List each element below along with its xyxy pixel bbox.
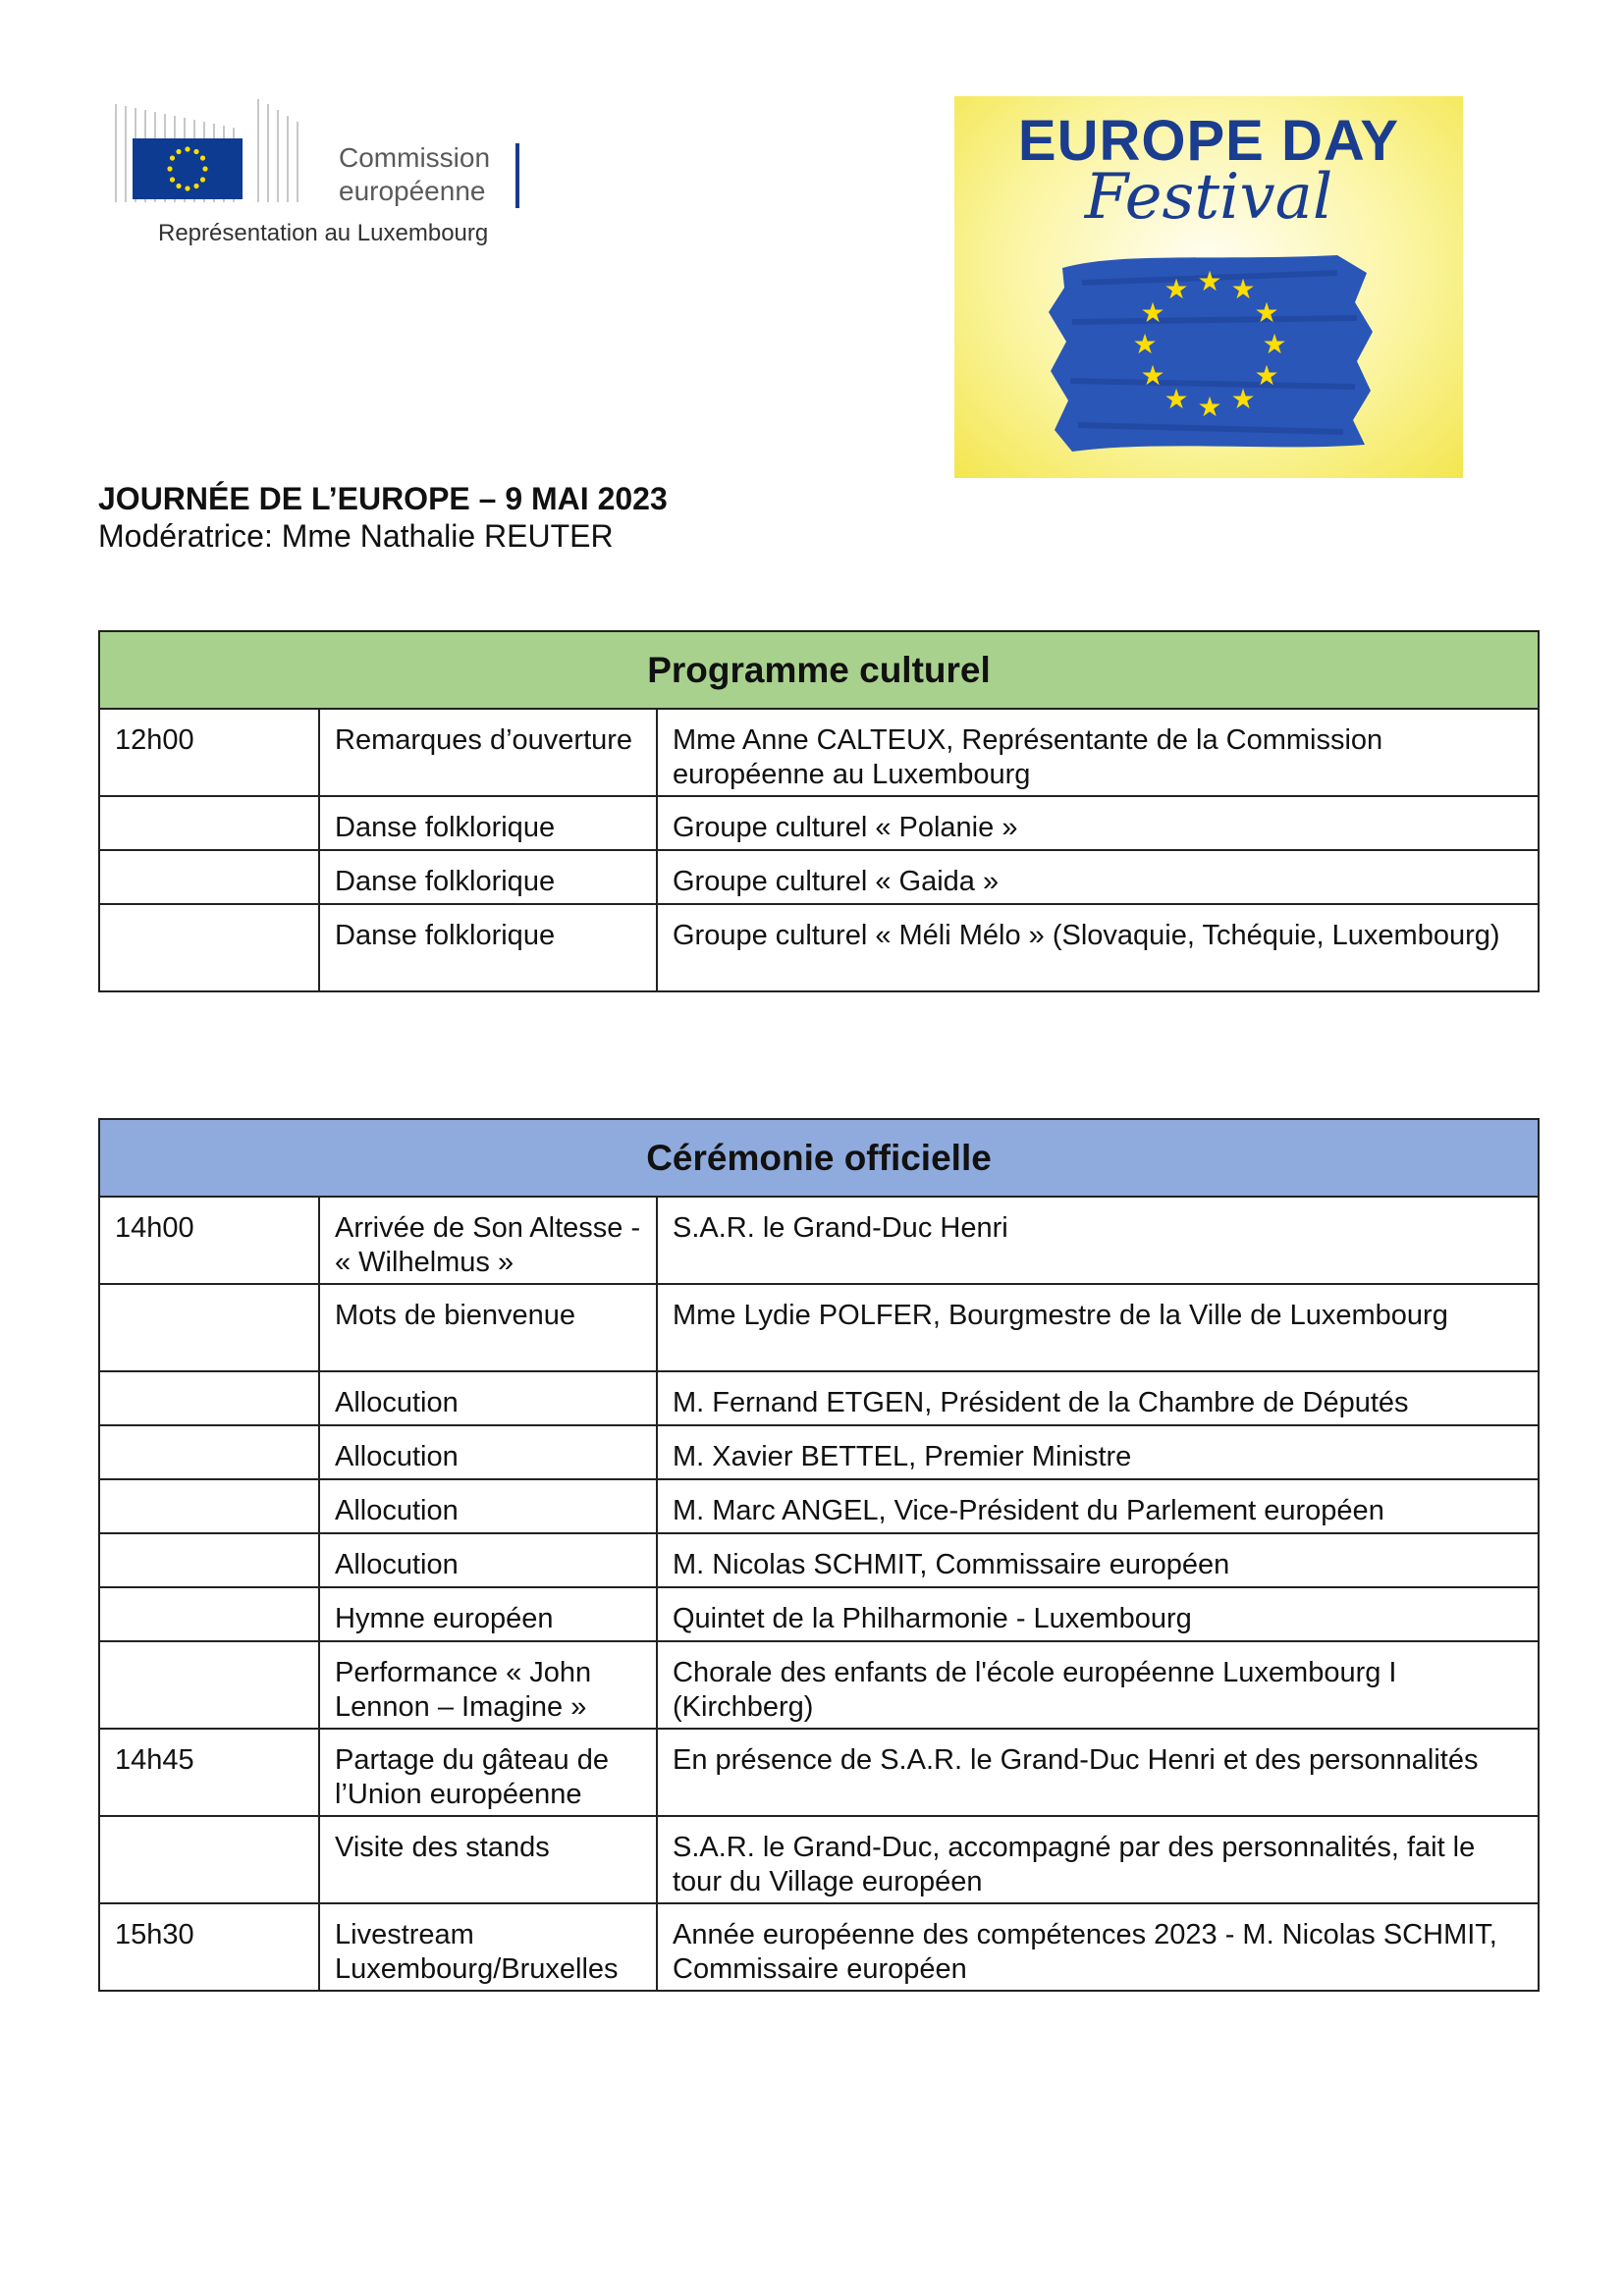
moderator-line: Modératrice: Mme Nathalie REUTER: [98, 518, 614, 554]
table-row: [99, 1197, 1539, 1284]
svg-text:★: ★: [1164, 273, 1189, 305]
time-cell: [99, 1425, 319, 1479]
table-row: [99, 709, 1539, 796]
table-row: [99, 850, 1539, 904]
svg-text:★: ★: [1230, 383, 1256, 415]
ceremonie-officielle-table: [98, 1118, 1540, 1992]
commission-line2: européenne: [339, 176, 486, 206]
table-row: [99, 796, 1539, 850]
item-cell: Remarques d’ouverture: [319, 709, 657, 796]
who-cell: M. Fernand ETGEN, Président de la Chambre de Députés: [657, 1371, 1539, 1425]
who-cell: Mme Lydie POLFER, Bourgmestre de la Ville de Luxembourg: [657, 1284, 1539, 1371]
who-cell: En présence de S.A.R. le Grand-Duc Henri et des personnalités: [657, 1729, 1539, 1816]
time-cell: [99, 1816, 319, 1903]
svg-text:★: ★: [1230, 273, 1256, 305]
time-cell: [99, 796, 319, 850]
item-cell: Mots de bienvenue: [319, 1284, 657, 1371]
item-cell: Allocution: [319, 1479, 657, 1533]
time-cell: [99, 1641, 319, 1729]
table-row: [99, 1587, 1539, 1641]
time-cell: [99, 904, 319, 991]
who-cell: Mme Anne CALTEUX, Représentante de la Commission européenne au Luxembourg: [657, 709, 1539, 796]
svg-text:★: ★: [1254, 296, 1279, 329]
who-cell: Quintet de la Philharmonie - Luxembourg: [657, 1587, 1539, 1641]
representation-label: Représentation au Luxembourg: [158, 220, 489, 246]
who-cell: Groupe culturel « Gaida »: [657, 850, 1539, 904]
time-cell: 15h30: [99, 1903, 319, 1991]
table-row: [99, 1284, 1539, 1371]
item-cell: Danse folklorique: [319, 796, 657, 850]
commission-line1: Commission: [339, 142, 491, 173]
festival-subtitle: Festival: [1084, 161, 1333, 234]
item-cell: Partage du gâteau de l’Union européenne: [319, 1729, 657, 1816]
table-row: [99, 1371, 1539, 1425]
svg-text:★: ★: [1140, 296, 1165, 329]
table-row: [99, 1729, 1539, 1816]
item-cell: Danse folklorique: [319, 850, 657, 904]
table-row: [99, 1533, 1539, 1587]
table-row: [99, 1425, 1539, 1479]
who-cell: S.A.R. le Grand-Duc Henri: [657, 1197, 1539, 1284]
who-cell: Groupe culturel « Polanie »: [657, 796, 1539, 850]
time-cell: [99, 1479, 319, 1533]
time-cell: [99, 1587, 319, 1641]
item-cell: Allocution: [319, 1371, 657, 1425]
item-cell: Livestream Luxembourg/Bruxelles: [319, 1903, 657, 1991]
item-cell: Performance « John Lennon – Imagine »: [319, 1641, 657, 1729]
time-cell: 14h45: [99, 1729, 319, 1816]
commission-logo: [111, 94, 533, 261]
item-cell: Hymne européen: [319, 1587, 657, 1641]
time-cell: 12h00: [99, 709, 319, 796]
who-cell: S.A.R. le Grand-Duc, accompagné par des personnalités, fait le tour du Village européen: [657, 1816, 1539, 1903]
table-heading-row: [99, 631, 1539, 709]
item-cell: Allocution: [319, 1425, 657, 1479]
eu-flag-brush-icon: [1043, 243, 1377, 459]
time-cell: [99, 1284, 319, 1371]
svg-text:★: ★: [1197, 391, 1222, 423]
table-heading: Cérémonie officielle: [99, 1119, 1539, 1197]
item-cell: Danse folklorique: [319, 904, 657, 991]
item-cell: Arrivée de Son Altesse - « Wilhelmus »: [319, 1197, 657, 1284]
svg-text:★: ★: [1254, 359, 1279, 392]
logo-divider: [515, 143, 519, 208]
europe-day-festival-logo: [954, 96, 1463, 478]
item-cell: Allocution: [319, 1533, 657, 1587]
table-row: [99, 1903, 1539, 1991]
svg-text:★: ★: [1132, 328, 1158, 360]
festival-title: EUROPE DAY: [1017, 109, 1400, 173]
svg-text:★: ★: [1140, 359, 1165, 392]
time-cell: 14h00: [99, 1197, 319, 1284]
time-cell: [99, 850, 319, 904]
who-cell: Année européenne des compétences 2023 - M. Nicolas SCHMIT, Commissaire européen: [657, 1903, 1539, 1991]
svg-text:★: ★: [1262, 328, 1287, 360]
time-cell: [99, 1533, 319, 1587]
svg-text:★: ★: [1164, 383, 1189, 415]
table-row: [99, 1641, 1539, 1729]
who-cell: Groupe culturel « Méli Mélo » (Slovaquie, Tchéquie, Luxembourg): [657, 904, 1539, 991]
who-cell: M. Marc ANGEL, Vice-Président du Parlement européen: [657, 1479, 1539, 1533]
table-row: [99, 1816, 1539, 1903]
svg-text:★: ★: [1197, 265, 1222, 297]
commission-name: [339, 141, 490, 208]
table-heading: Programme culturel: [99, 631, 1539, 709]
table-row: [99, 904, 1539, 991]
who-cell: M. Xavier BETTEL, Premier Ministre: [657, 1425, 1539, 1479]
document-title: JOURNÉE DE L’EUROPE – 9 MAI 2023: [98, 481, 668, 516]
eu-flag-small: [133, 138, 243, 199]
table-heading-row: [99, 1119, 1539, 1197]
programme-culturel-table: [98, 630, 1540, 992]
who-cell: Chorale des enfants de l'école européenne Luxembourg I (Kirchberg): [657, 1641, 1539, 1729]
time-cell: [99, 1371, 319, 1425]
table-row: [99, 1479, 1539, 1533]
who-cell: M. Nicolas SCHMIT, Commissaire européen: [657, 1533, 1539, 1587]
item-cell: Visite des stands: [319, 1816, 657, 1903]
